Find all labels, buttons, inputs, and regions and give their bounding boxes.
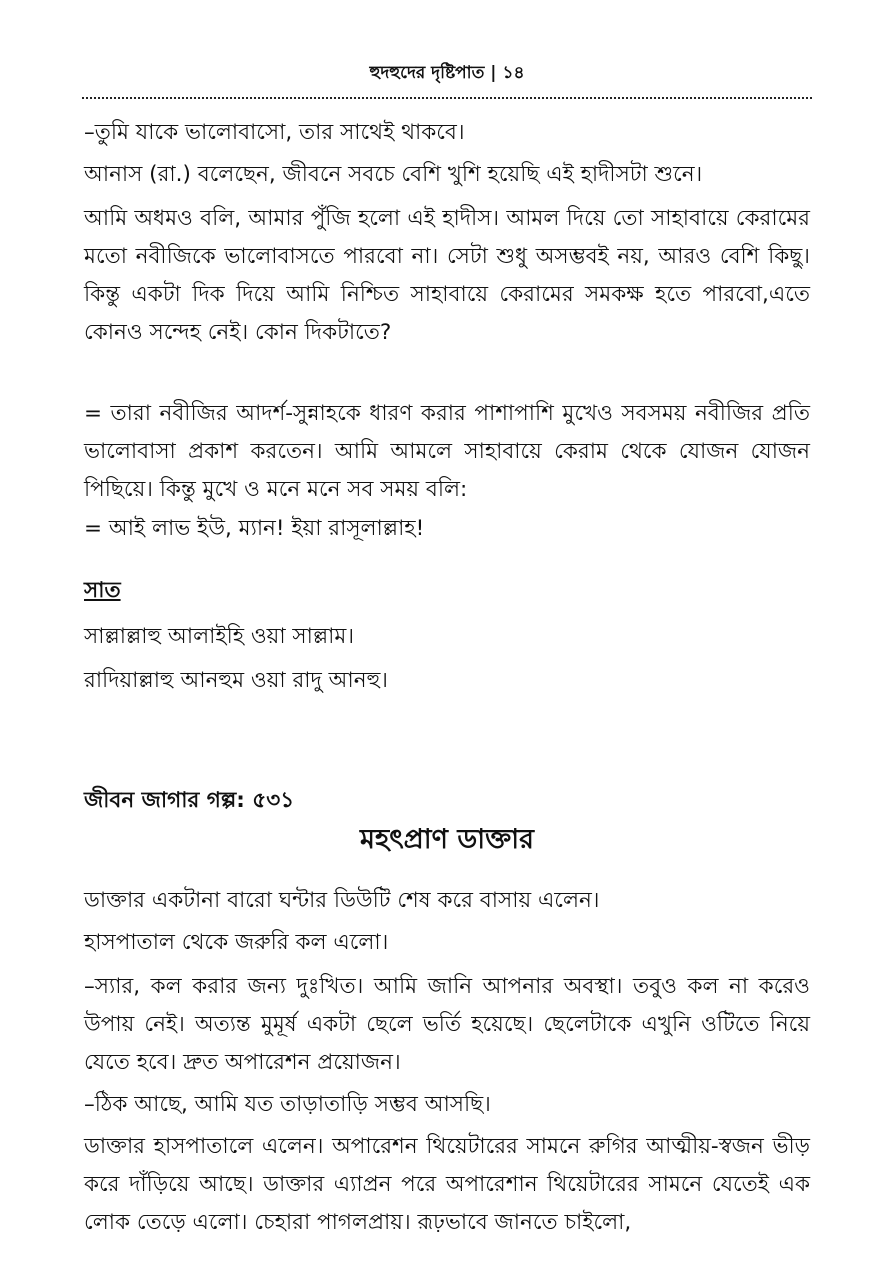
paragraph: = তারা নবীজির আদর্শ-সুন্নাহকে ধারণ করার পাশাপাশি মুখেও সবসময় নবীজির প্রতি ভালোবাসা প্রকাশ করতেন। আমি আমলে সাহাবায়ে কেরাম থেকে যোজন যোজন পিছিয়ে। কিন্তু মুখে ও মনে মনে সব সময় বলি:: [84, 401, 810, 502]
paragraph: ডাক্তার একটানা বারো ঘন্টার ডিউটি শেষ করে বাসায় এলেন।: [84, 888, 600, 913]
page-number: ১৪: [502, 63, 525, 83]
paragraph: হাসপাতাল থেকে জরুরি কল এলো।: [84, 930, 389, 955]
header-dotted-rule: [82, 97, 812, 99]
paragraph: আনাস (রা.) বলেছেন, জীবনে সবচে বেশি খুশি হয়েছি এই হাদীসটা শুনে।: [84, 162, 703, 187]
running-title: হুদহুদের দৃষ্টিপাত: [369, 63, 485, 83]
running-header: [82, 60, 812, 88]
paragraph: = আই লাভ ইউ, ম্যান! ইয়া রাসূলাল্লাহ!: [84, 516, 425, 541]
paragraph: আমি অধমও বলি, আমার পুঁজি হলো এই হাদীস। আমল দিয়ে তো সাহাবায়ে কেরামের মতো নবীজিকে ভালোবাসতে পারবো না। সেটা শুধু অসম্ভবই নয়, আরও বেশি কিছু। কিন্তু একটা দিক দিয়ে আমি নিশ্চিত সাহাবায়ে কেরামের সমকক্ষ হতে পারবো,এতে কোনও সন্দেহ নেই। কোন দিকটাতে?: [84, 206, 810, 345]
paragraph: –তুমি যাকে ভালোবাসো, তার সাথেই থাকবে।: [84, 120, 465, 145]
paragraph: –স্যার, কল করার জন্য দুঃখিত। আমি জানি আপনার অবস্থা। তবুও কল না করেও উপায় নেই। অত্যন্ত মুমূর্ষ একটা ছেলে ভর্তি হয়েছে। ছেলেটাকে এখুনি ওটিতে নিয়ে যেতে হবে। দ্রুত অপারেশন প্রয়োজন।: [84, 974, 810, 1075]
paragraph: সাল্লাল্লাহু আলাইহি ওয়া সাল্লাম।: [84, 624, 355, 649]
paragraph: রাদিয়াল্লাহু আনহুম ওয়া রাদু আনহু।: [84, 668, 388, 693]
header-separator: |: [490, 63, 497, 83]
paragraph: –ঠিক আছে, আমি যত তাড়াতাড়ি সম্ভব আসছি।: [84, 1092, 491, 1117]
section-heading: সাত: [84, 578, 121, 603]
story-title: মহৎপ্রাণ ডাক্তার: [360, 824, 534, 855]
paragraph: ডাক্তার হাসপাতালে এলেন। অপারেশন থিয়েটারের সামনে রুগির আত্মীয়-স্বজন ভীড় করে দাঁড়িয়ে আছে। ডাক্তার এ্যাপ্রন পরে অপারেশান থিয়েটারের সামনে যেতেই এক লোক তেড়ে এলো। চেহারা পাগলপ্রায়। রূঢ়ভাবে জানতে চাইলো,: [84, 1134, 810, 1235]
story-series-label: জীবন জাগার গল্প: ৫৩১: [84, 788, 295, 813]
